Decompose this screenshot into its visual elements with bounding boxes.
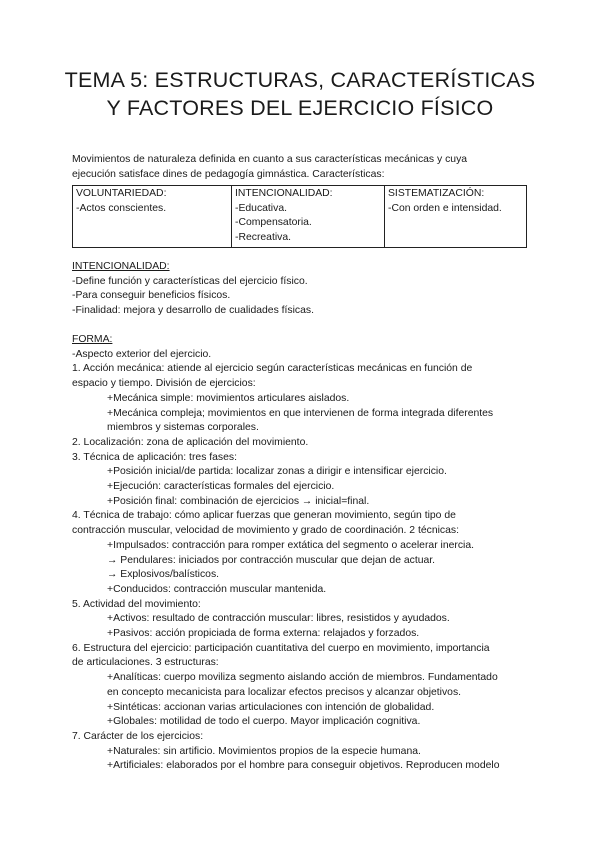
forma-line: +Activos: resultado de contracción muscular: libres, resistidos y ayudados.: [107, 613, 450, 625]
trait-line: -Recreativa.: [235, 232, 292, 244]
intencionalidad-line: -Finalidad: mejora y desarrollo de cualidades físicas.: [72, 305, 314, 317]
forma-line: 4. Técnica de trabajo: cómo aplicar fuerzas que generan movimiento, según tipo de: [72, 510, 456, 522]
intencionalidad-heading: INTENCIONALIDAD:: [72, 261, 170, 272]
trait-cell-sistematizacion: [385, 186, 527, 248]
forma-line: → Pendulares: iniciados por contracción muscular que dejan de actuar.: [107, 554, 436, 566]
forma-line: de articulaciones. 3 estructuras:: [72, 657, 219, 669]
intencionalidad-line: -Define función y características del ejercicio físico.: [72, 275, 308, 287]
title-line-1: TEMA 5: ESTRUCTURAS, CARACTERÍSTICAS: [64, 68, 536, 92]
forma-line: 5. Actividad del movimiento:: [72, 598, 201, 610]
forma-line: -Aspecto exterior del ejercicio.: [72, 348, 212, 360]
trait-line: -Compensatoria.: [235, 217, 312, 229]
forma-line: 2. Localización: zona de aplicación del movimiento.: [72, 436, 309, 448]
trait-line: -Con orden e intensidad.: [388, 202, 502, 214]
trait-cell-voluntariedad: [73, 186, 232, 248]
forma-line: +Ejecución: características formales del ejercicio.: [107, 481, 335, 492]
forma-line: +Mecánica compleja; movimientos en que intervienen de forma integrada diferentes: [107, 407, 494, 419]
forma-line: +Analíticas: cuerpo moviliza segmento aislando acción de miembros. Fundamentado: [107, 672, 498, 684]
forma-line: 1. Acción mecánica: atiende al ejercicio según características mecánicas en función de: [72, 363, 473, 375]
characteristics-table: [72, 185, 527, 248]
forma-line: +Artificiales: elaborados por el hombre para conseguir objetivos. Reproducen modelo: [107, 760, 500, 772]
forma-line: 7. Carácter de los ejercicios:: [72, 730, 204, 742]
trait-line: -Educativa.: [235, 202, 287, 214]
forma-line: 3. Técnica de aplicación: tres fases:: [72, 451, 237, 463]
forma-line: → Explosivos/balísticos.: [107, 569, 220, 581]
intencionalidad-line: -Para conseguir beneficios físicos.: [72, 290, 231, 302]
intro-line-1: Movimientos de naturaleza definida en cuanto a sus características mecánicas y cuya: [72, 154, 468, 165]
forma-line: +Conducidos: contracción muscular mantenida.: [107, 583, 327, 595]
forma-heading: FORMA:: [72, 334, 113, 345]
forma-line: contracción muscular, velocidad de movimiento y grado de coordinación. 2 técnicas:: [72, 525, 459, 537]
forma-line: +Mecánica simple: movimientos articulares aislados.: [107, 392, 350, 404]
title-line-2: Y FACTORES DEL EJERCICIO FÍSICO: [106, 96, 494, 120]
forma-line: +Sintéticas: accionan varias articulaciones con intención de globalidad.: [107, 701, 435, 713]
forma-line: +Naturales: sin artificio. Movimientos propios de la especie humana.: [107, 745, 421, 757]
forma-line: +Posición final: combinación de ejercicios → inicial=final.: [107, 495, 370, 507]
forma-line: en concepto mecanicista para localizar efectos precisos y alcanzar objetivos.: [107, 686, 462, 698]
forma-line: miembros y sistemas corporales.: [107, 422, 259, 434]
trait-line: -Actos conscientes.: [76, 202, 167, 214]
trait-cell-intencionalidad: [232, 186, 385, 248]
forma-line: +Impulsados: contracción para romper extática del segmento o acelerar inercia.: [107, 539, 475, 551]
trait-heading: INTENCIONALIDAD:: [235, 188, 333, 199]
intro-line-2: ejecución satisface dines de pedagogía gimnástica. Características:: [72, 168, 385, 180]
page-title: [0, 66, 600, 122]
forma-line: +Pasivos: acción propiciada de forma externa: relajados y forzados.: [107, 628, 420, 639]
forma-line: +Posición inicial/de partida: localizar zonas a dirigir e intensificar ejercicio.: [107, 466, 447, 478]
trait-heading: SISTEMATIZACIÓN:: [388, 188, 485, 199]
trait-heading: VOLUNTARIEDAD:: [76, 188, 167, 199]
forma-line: espacio y tiempo. División de ejercicios:: [72, 378, 256, 390]
forma-line: +Globales: motilidad de todo el cuerpo. Mayor implicación cognitiva.: [107, 716, 421, 728]
forma-line: 6. Estructura del ejercicio: participación cuantitativa del cuerpo en movimiento, importancia: [72, 642, 490, 654]
